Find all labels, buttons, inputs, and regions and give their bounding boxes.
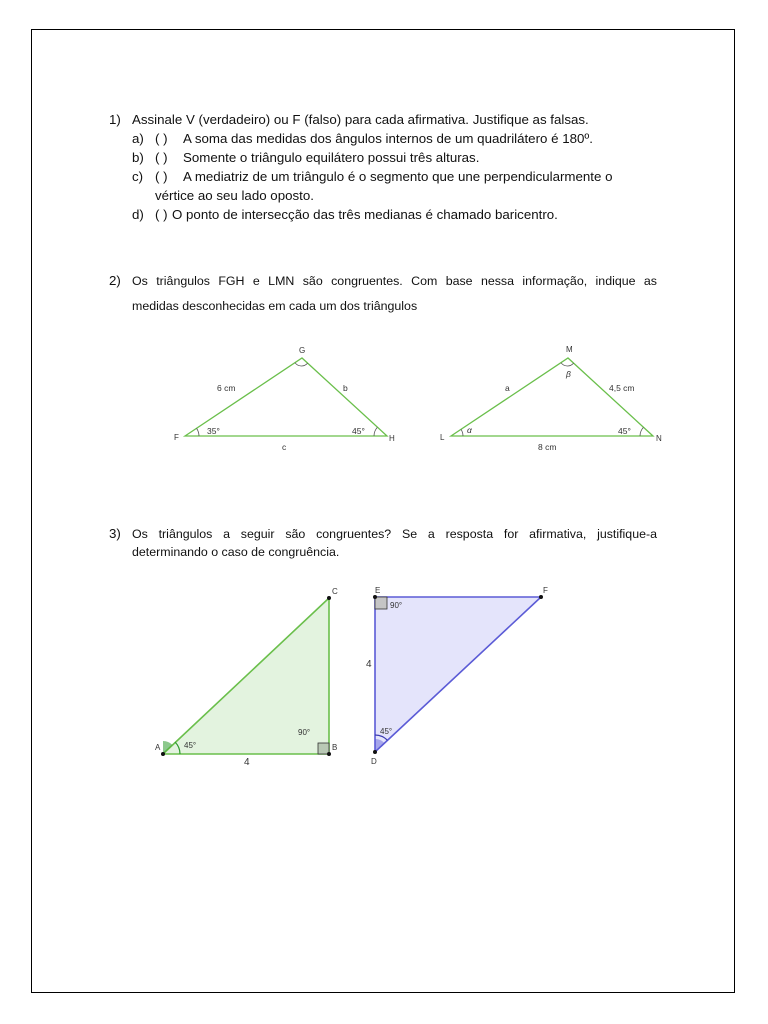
angle-n-label: 45° [618, 426, 631, 436]
side-fg-label: 6 cm [217, 383, 236, 393]
side-ln-label: 8 cm [538, 442, 557, 452]
q1-item-c-continuation: vértice ao seu lado oposto. [155, 188, 314, 203]
side-fh-label: c [282, 442, 287, 452]
q1-item-d-text: O ponto de intersecção das três medianas é chamado baricentro. [172, 207, 558, 222]
side-gh-label: b [343, 383, 348, 393]
angle-h-label: 45° [352, 426, 365, 436]
angle-m-label: β [566, 369, 571, 379]
side-lm-label: a [505, 383, 510, 393]
vertex-a-label: A [155, 743, 161, 752]
q1-item-c-text: A mediatriz de um triângulo é o segmento que une perpendicularmente o [183, 169, 613, 184]
q1-prompt: Assinale V (verdadeiro) ou F (falso) para cada afirmativa. Justifique as falsas. [132, 112, 589, 127]
angle-e-label: 90° [390, 601, 403, 610]
vertex-f-label: F [543, 586, 548, 595]
triangle-def [375, 597, 541, 752]
side-ed-label: 4 [366, 659, 372, 670]
vertex-f-label: F [174, 433, 179, 442]
vertex-g-label: G [299, 346, 306, 355]
q1-item-b-letter: b) [132, 150, 144, 165]
q2-text-line1: Os triângulos FGH e LMN são congruentes. Com base nessa informação, indique as [132, 274, 657, 288]
vertex-n-label: N [656, 434, 662, 443]
q2-number: 2) [109, 273, 121, 288]
q3-text-line2: determinando o caso de congruência. [132, 545, 340, 559]
q1-item-b-text: Somente o triângulo equilátero possui três alturas. [183, 150, 480, 165]
angle-b-square [318, 743, 329, 754]
vertex-l-label: L [440, 433, 445, 442]
point-f [539, 595, 543, 599]
angle-e-square [375, 597, 387, 609]
angle-b-label: 90° [298, 728, 311, 737]
q3-number: 3) [109, 526, 121, 541]
q3-text-line1: Os triângulos a seguir são congruentes? Se a resposta for afirmativa, justifique-a [132, 527, 657, 541]
q1-item-b-paren: ( ) [155, 150, 168, 165]
q1-item-a-text: A soma das medidas dos ângulos internos de um quadrilátero é 180º. [183, 131, 593, 146]
point-a [161, 752, 165, 756]
point-b [327, 752, 331, 756]
q1-item-a-paren: ( ) [155, 131, 168, 146]
q1-item-d-paren: ( ) [155, 207, 168, 222]
side-mn-label: 4,5 cm [609, 383, 635, 393]
q1-item-c-letter: c) [132, 169, 144, 184]
vertex-e-label: E [375, 586, 381, 595]
vertex-b-label: B [332, 743, 338, 752]
angle-a-label: 45° [184, 741, 197, 750]
q1-item-c-paren: ( ) [155, 169, 168, 184]
vertex-c-label: C [332, 587, 338, 596]
point-c [327, 596, 331, 600]
angle-f-label: 35° [207, 426, 220, 436]
q2-text-line2: medidas desconhecidas em cada um dos triângulos [132, 299, 418, 313]
q1-item-a-letter: a) [132, 131, 144, 146]
angle-l-label: α [467, 425, 472, 435]
vertex-h-label: H [389, 434, 395, 443]
point-d [373, 750, 377, 754]
q1-item-d-letter: d) [132, 207, 144, 222]
q1-number: 1) [109, 112, 121, 127]
point-e [373, 595, 377, 599]
angle-d-label: 45° [380, 727, 393, 736]
vertex-d-label: D [371, 757, 377, 766]
vertex-m-label: M [566, 345, 573, 354]
side-ab-label: 4 [244, 757, 250, 768]
